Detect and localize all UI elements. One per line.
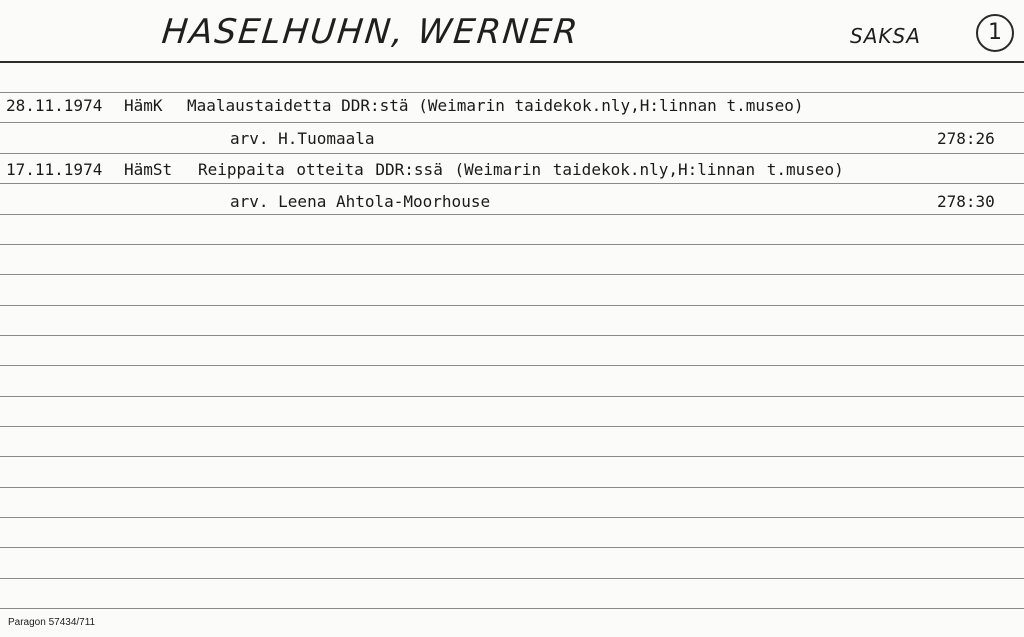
entry-reference: 278:26 xyxy=(937,129,995,148)
entry-paper: HämSt xyxy=(124,160,173,179)
ruled-line xyxy=(0,456,1024,457)
entry-date: 28.11.1974 xyxy=(6,96,103,115)
ruled-line xyxy=(0,305,1024,306)
ruled-line xyxy=(0,335,1024,336)
entry-title: Reippaita otteita DDR:ssä (Weimarin taidekok.nly,H:linnan t.museo) xyxy=(198,160,844,179)
ruled-line xyxy=(0,547,1024,548)
handwritten-country-code: SAKSA xyxy=(850,24,921,48)
entry-date: 17.11.1974 xyxy=(6,160,103,179)
ruled-line xyxy=(0,122,1024,123)
ruled-line xyxy=(0,153,1024,154)
entry-title: Maalaustaidetta DDR:stä (Weimarin taidekok.nly,H:linnan t.museo) xyxy=(187,96,804,115)
ruled-line xyxy=(0,365,1024,366)
ruled-line xyxy=(0,487,1024,488)
entry-reviewer: arv. Leena Ahtola-Moorhouse xyxy=(230,192,491,211)
ruled-line xyxy=(0,396,1024,397)
ruled-line xyxy=(0,426,1024,427)
ruled-line xyxy=(0,214,1024,215)
handwritten-name: HASELHUHN, WERNER xyxy=(159,12,582,52)
header-rule xyxy=(0,61,1024,63)
ruled-line xyxy=(0,608,1024,609)
ruled-line xyxy=(0,517,1024,518)
ruled-line xyxy=(0,183,1024,184)
card-print-code: Paragon 57434/711 xyxy=(8,617,96,628)
entry-paper: HämK xyxy=(124,96,163,115)
entry-reviewer: arv. H.Tuomaala xyxy=(230,129,375,148)
ruled-line xyxy=(0,578,1024,579)
entry-reference: 278:30 xyxy=(937,192,995,211)
ruled-line xyxy=(0,92,1024,93)
ruled-line xyxy=(0,244,1024,245)
ruled-line xyxy=(0,274,1024,275)
card-number-circle: 1 xyxy=(976,14,1014,52)
